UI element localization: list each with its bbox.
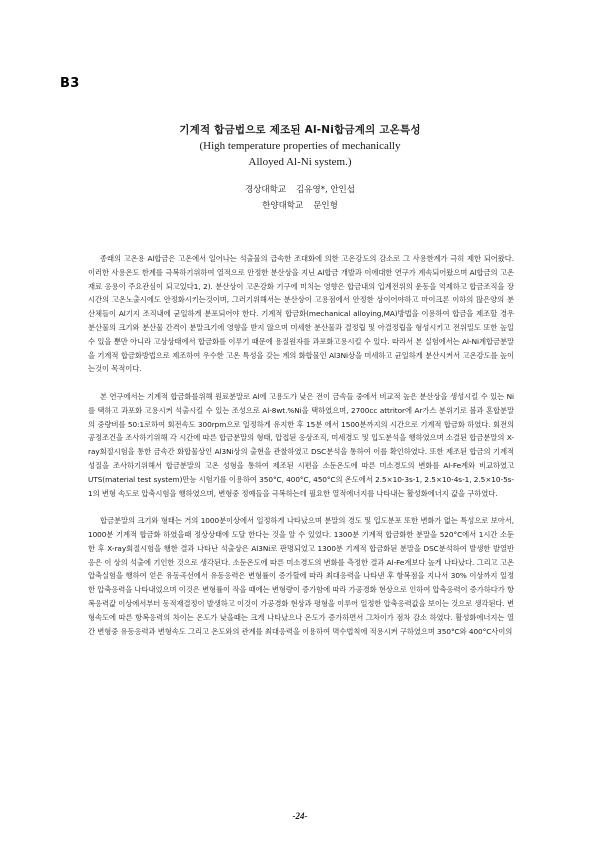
author-names: 김유영*, 안인섭: [296, 185, 355, 195]
paragraph-intro: 종래의 고온용 Al합금은 고온에서 일어나는 석출물의 급속한 조대화에 의한 고온강도의 감소로 그 사용한계가 극히 제한 되어왔다. 이러한 사용온도 한계를 극복하기위하여 열적으로 안정한 분산상을 지닌 Al합금 개발과 이에대한 연구가 계속되어왔으며 Al합금의 고온재료 응용이 주요관심이 되고있다1, 2). 분산상이 고온강화 기구에 미치는 영향은 합금내의 입계전위의 운동을 억제하고 합금조직을 장시간의 고온노출시에도 안정화시키는것이며, 그러기위해서는 분산상이 고용점에서 안정한 상이어야하고 마이크론 이하의 많은양의 분산체들이 Al기지 조직내에 균일하게 분포되어야 한다. 기계적 합금화(mechanical alloying,MA)방법을 이용하여 합금을 제조할 경우 분산물의 크기와 분산물 간격이 분말크기에 영향을 받지 않으며 미세한 분산물과 결정립 및 아결정립을 형성시키고 전위밀도 또한 높일 수 있을 뿐만 아니라 고상상태에서 합금화를 이루기 때문에 용질원자를 과포화고용시킬 수 있다. 따라서 본 실험에서는 Al-Ni계합금분말을 기계적 합금화방법으로 제조하여 우수한 고온 특성을 갖는 계의 화합물인 Al3Ni상을 미세하고 균일하게 분산시켜서 고온강도를 높이는것이 목적이다.: [88, 254, 514, 374]
title-english-line2: Alloyed Al-Ni system.): [248, 156, 352, 168]
title-english-line1: (High temperature properties of mechanically: [199, 140, 401, 152]
paragraph-results: 합금분말의 크기와 형태는 거의 1000분이상에서 일정하게 나타났으며 분말의 경도 및 입도분포 또한 변화가 없는 특성으로 보아서, 1000분 기계적 합금화 하였을때 정상상태에 도달 한다는 것을 알 수 있었다. 1300분 기계적 합금화한 분말을 520°C에서 1시간 소둔한 후 X-ray회절시험을 행한 결과 나타난 석출상은 Al3Ni로 판명되었고 1300분 기계적 합금화된 분말을 DSC분석하여 발생한 발열반응은 이 상의 석출에 기인한 것으로 생각된다. 소둔온도에 따른 미소경도의 변화를 측정한 결과 Al-Fe계보다 높게 나타났다. 그리고 고온 압축실험을 행하여 얻은 유동곡선에서 유동응력은 변형률이 증가할에 따라 최대응력을 나타낸 후 항복점을 지나서 30% 이상까지 일정한 압축응력을 나타내었으며 이것은 변형률이 작을 때에는 변형량이 증가함에 따라 가공경화 현상으로 인하여 압축응력이 증가하다가 항복응력값 이상에서부터 동적재결정이 발생하고 이것이 가공경화 현상과 평형을 이루어 일정한 압축응력값을 보이는 것으로 생각된다. 변형속도에 따른 항복응력의 차이는 온도가 낮을때는 크게 나타났으나 온도가 증가하면서 그차이가 점차 감소 하였다. 활성화에너지는 열간 변형중 유동응력과 변형속도 그리고 온도와의 관계를 최대응력을 이용하여 멱수법칙에 적용시켜 구하였으며 350°C와 400°C사이의: [88, 516, 514, 636]
author-names: 문인형: [313, 201, 338, 211]
affiliation: 한양대학교: [262, 201, 304, 211]
page-number: -24-: [292, 811, 308, 821]
author-row: [200, 182, 400, 198]
section-label: B3: [60, 76, 80, 91]
paragraph-method: 본 연구에서는 기계적 합금화를위해 원료분말로 Al에 고용도가 낮은 전이 금속들 중에서 비교적 높은 분산상을 생성시킬 수 있는 Ni를 택하고 과포화 고용시켜 석출시킬 수 있는 조성으로 Al-8wt.%Ni을 택하였으며, 2700cc attritor에 Ar가스 분위기로 볼과 혼합분말의 중량비를 50:1로하여 회전속도 300rpm으로 일정하게 유지한 후 15분 에서 1500분까지의 시간으로 기계적 합금화 하였다. 회전의 공정조건을 조사하기위해 각 시간에 따른 합금분말의 형태, 압접된 응상조직, 미세경도 및 입도분석을 행하였으며 소결된 합금분말의 X-ray회절시험을 통한 금속간 화합물상인 Al3Ni상의 출현을 관찰하였고 DSC분석을 통하여 이를 확인하였다. 또한 제조된 합금의 기계적 성질을 조사하기위해서 합금분말의 고온 성형을 통하여 제조된 시편을 소둔온도에 따른 미소경도의 변화를 Al-Fe계와 비교하였고 UTS(material test system)만능 시험기를 이용하여 350°C, 400°C, 450°C의 온도에서 2.5×10-3s-1, 2.5×10-4s-1, 2.5×10-5s-1의 변형 속도로 압축시험을 행하였으며, 변형중 정예들을 극복하는데 필요한 열적에너지를 나타내는 활성화에너지 값을 구하였다.: [88, 391, 515, 498]
author-row: [200, 198, 400, 214]
author-list: [200, 182, 400, 214]
paper-title: [100, 122, 500, 170]
body-text: [88, 252, 514, 638]
title-korean: 기계적 합금법으로 제조된 Al-Ni합금계의 고온특성: [179, 124, 421, 136]
affiliation: 경상대학교: [245, 185, 287, 195]
